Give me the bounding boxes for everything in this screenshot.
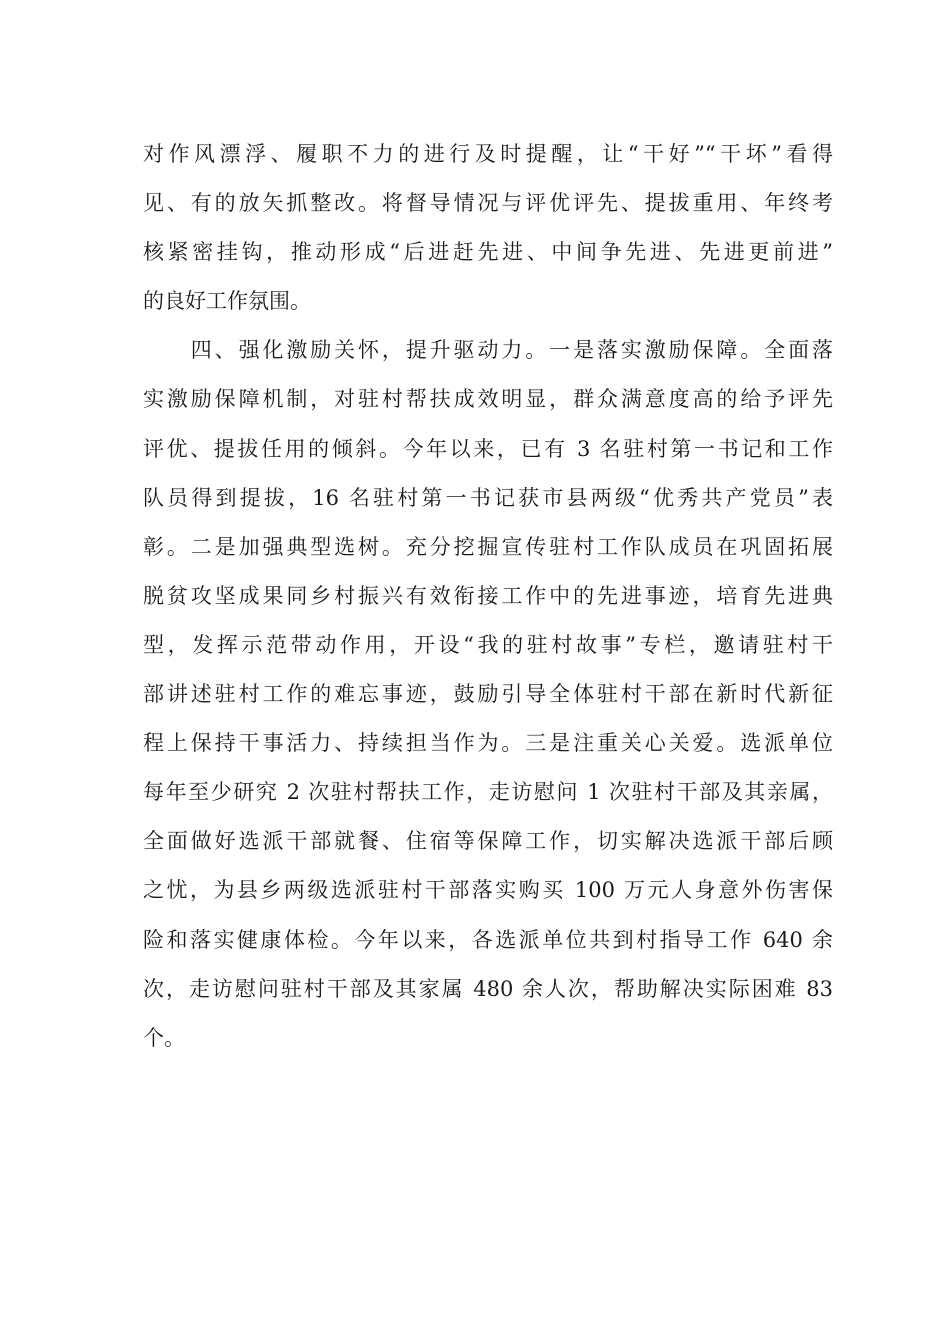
text-line: 型，发挥示范带动作用，开设“我的驻村故事”专栏，邀请驻村干	[143, 632, 833, 657]
text-line: 脱贫攻坚成果同乡村振兴有效衔接工作中的先进事迹，培育先进典	[143, 583, 833, 608]
text-line: 评优、提拔任用的倾斜。今年以来，已有 3 名驻村第一书记和工作	[143, 436, 833, 461]
text-line: 对作风漂浮、履职不力的进行及时提醒，让“干好”“干坏”看得	[143, 142, 833, 166]
text-line: 彰。二是加强典型选树。充分挖掘宣传驻村工作队成员在巩固拓展	[143, 534, 833, 559]
text-line: 部讲述驻村工作的难忘事迹，鼓励引导全体驻村干部在新时代新征	[143, 682, 833, 707]
text-line: 四、强化激励关怀，提升驱动力。一是落实激励保障。全面落	[143, 338, 833, 363]
paragraph-continued	[143, 130, 833, 326]
text-line: 之忧，为县乡两级选派驻村干部落实购买 100 万元人身意外伤害保	[143, 878, 833, 903]
text-line: 队员得到提拔，16 名驻村第一书记获市县两级“优秀共产党员”表	[143, 485, 833, 510]
paragraph-section-four	[143, 326, 833, 1062]
text-line: 程上保持干事活力、持续担当作为。三是注重关心关爱。选派单位	[143, 731, 833, 756]
text-line: 个。	[143, 1025, 185, 1050]
text-line: 实激励保障机制，对驻村帮扶成效明显，群众满意度高的给予评先	[143, 387, 833, 412]
text-line: 全面做好选派干部就餐、住宿等保障工作，切实解决选派干部后顾	[143, 829, 833, 854]
text-line: 险和落实健康体检。今年以来，各选派单位共到村指导工作 640 余	[143, 927, 833, 952]
text-line: 核紧密挂钩，推动形成“后进赶先进、中间争先进、先进更前进”	[143, 240, 833, 265]
text-line: 的良好工作氛围。	[143, 289, 311, 314]
text-line: 次，走访慰问驻村干部及其家属 480 余人次，帮助解决实际困难 83	[143, 976, 833, 1001]
document-body	[143, 130, 833, 1063]
text-line: 每年至少研究 2 次驻村帮扶工作，走访慰问 1 次驻村干部及其亲属，	[143, 780, 833, 805]
text-line: 见、有的放矢抓整改。将督导情况与评优评先、提拔重用、年终考	[143, 191, 833, 216]
